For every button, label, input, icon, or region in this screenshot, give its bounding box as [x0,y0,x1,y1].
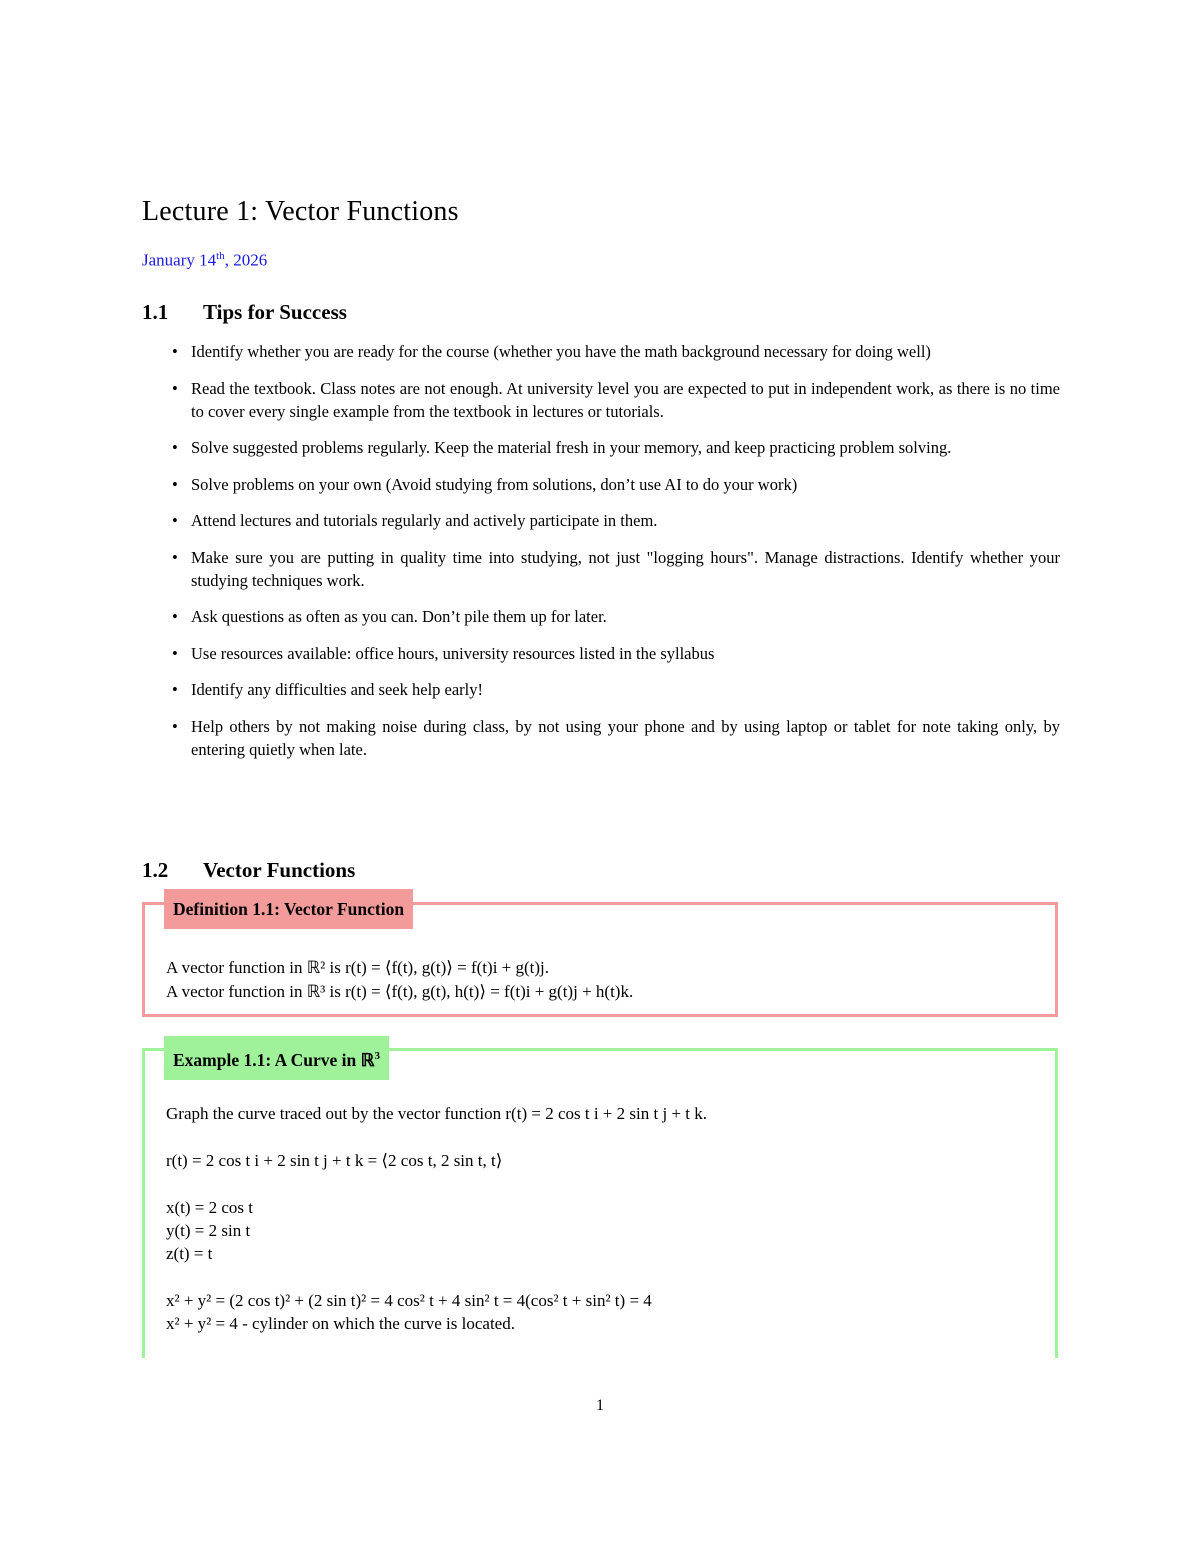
definition-line-2: A vector function in ℝ³ is r(t) = ⟨f(t), g(t), h(t)⟩ = f(t)i + g(t)j + h(t)k. [166,982,634,1001]
tips-list [168,340,1060,774]
definition-label: Definition 1.1: Vector Function [164,889,413,929]
example-step-1: r(t) = 2 cos t i + 2 sin t j + t k = ⟨2 cos t, 2 sin t, t⟩ [166,1151,503,1170]
list-item: • Solve problems on your own (Avoid studying from solutions, don’t use AI to do your work) [172,474,798,494]
page-number: 1 [596,1397,604,1414]
section-number: 1.2 [142,858,169,882]
section-title: Tips for Success [203,300,347,324]
list-item: • Identify whether you are ready for the course (whether you have the math background necessary for doing well) [172,342,931,361]
bullet-icon: • [172,474,178,494]
example-equation-2: x² + y² = 4 - cylinder on which the curve is located. [166,1314,515,1333]
date-prefix: January 14 [142,250,217,270]
list-item: • Identify any difficulties and seek help early! [172,680,484,699]
example-equation-1: x² + y² = (2 cos t)² + (2 sin t)² = 4 cos² t + 4 sin² t = 4(cos² t + sin² t) = 4 [166,1291,652,1310]
bullet-icon: • [172,547,178,567]
list-item: • Read the textbook. Class notes are not enough. At university level you are expected to put in independent work, as there is no time to cover every single example from the textbook in lectures or tutorials. [172,378,1060,421]
bullet-icon: • [172,378,178,398]
example-label [164,1036,389,1080]
bullet-icon: • [172,643,178,663]
bullet-icon: • [172,680,178,699]
example-z: z(t) = t [166,1244,213,1263]
example-y: y(t) = 2 sin t [166,1221,251,1240]
section-title: Vector Functions [203,858,356,882]
list-item: • Make sure you are putting in quality time into studying, not just "logging hours". Manage distractions. Identify whether your studying techniques work. [172,547,1060,590]
section-heading-tips [142,300,347,325]
example-prompt: Graph the curve traced out by the vector function r(t) = 2 cos t i + 2 sin t j + t k. [166,1104,707,1123]
example-label-text: Example 1.1: A Curve in ℝ [173,1049,375,1070]
list-item: • Ask questions as often as you can. Don’t pile them up for later. [172,607,607,626]
section-number: 1.1 [142,300,169,324]
definition-line-1: A vector function in ℝ² is r(t) = ⟨f(t), g(t)⟩ = f(t)i + g(t)j. [166,958,550,977]
example-x: x(t) = 2 cos t [166,1198,254,1217]
example-label-sup: 3 [374,1050,381,1062]
lecture-date [142,250,267,271]
list-item: • Help others by not making noise during class, by not using your phone and by using laptop or tablet for note taking only, by entering quietly when late. [172,716,1060,759]
list-item: • Solve suggested problems regularly. Keep the material fresh in your memory, and keep practicing problem solving. [172,438,952,457]
list-item: • Use resources available: office hours, university resources listed in the syllabus [172,643,715,663]
bullet-icon: • [172,438,178,457]
list-item: • Attend lectures and tutorials regularly and actively participate in them. [172,511,658,530]
bullet-icon: • [172,607,178,626]
bullet-icon: • [172,511,178,530]
section-heading-vector-functions [142,858,355,883]
date-suffix: , 2026 [224,250,268,270]
date-sup: th [216,250,225,262]
bullet-icon: • [172,716,178,736]
bullet-icon: • [172,342,178,361]
page-title: Lecture 1: Vector Functions [142,196,459,227]
